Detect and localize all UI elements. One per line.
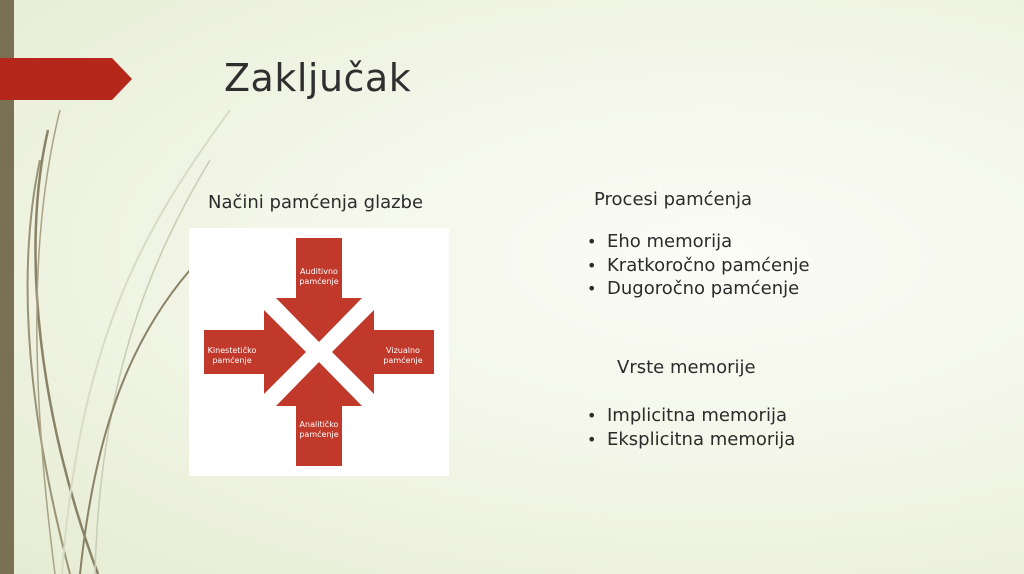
processes-heading: Procesi pamćenja: [594, 189, 753, 210]
types-list: [587, 404, 795, 451]
diagram-label-left: Kinestetičko pamćenje: [207, 346, 257, 365]
bottom-arrow: [276, 362, 362, 466]
diagram-label-top: Auditivno pamćenje: [299, 267, 339, 286]
title-accent-arrow: [0, 58, 132, 100]
list-item: • Eho memorija: [587, 230, 810, 254]
list-item: • Eksplicitna memorija: [587, 428, 795, 452]
list-item: • Kratkoročno pamćenje: [587, 254, 810, 278]
types-heading: Vrste memorije: [617, 357, 756, 378]
list-item: • Implicitna memorija: [587, 404, 795, 428]
list-item: • Dugoročno pamćenje: [587, 277, 810, 301]
slide-title: Zaključak: [224, 56, 412, 100]
processes-list: [587, 230, 810, 301]
diagram-label-right: Vizualno pamćenje: [383, 346, 423, 365]
top-arrow: [276, 238, 362, 342]
diagram-label-bottom: Analitičko pamćenje: [299, 420, 339, 439]
left-heading: Načini pamćenja glazbe: [208, 192, 424, 213]
memory-ways-diagram: [189, 228, 449, 476]
